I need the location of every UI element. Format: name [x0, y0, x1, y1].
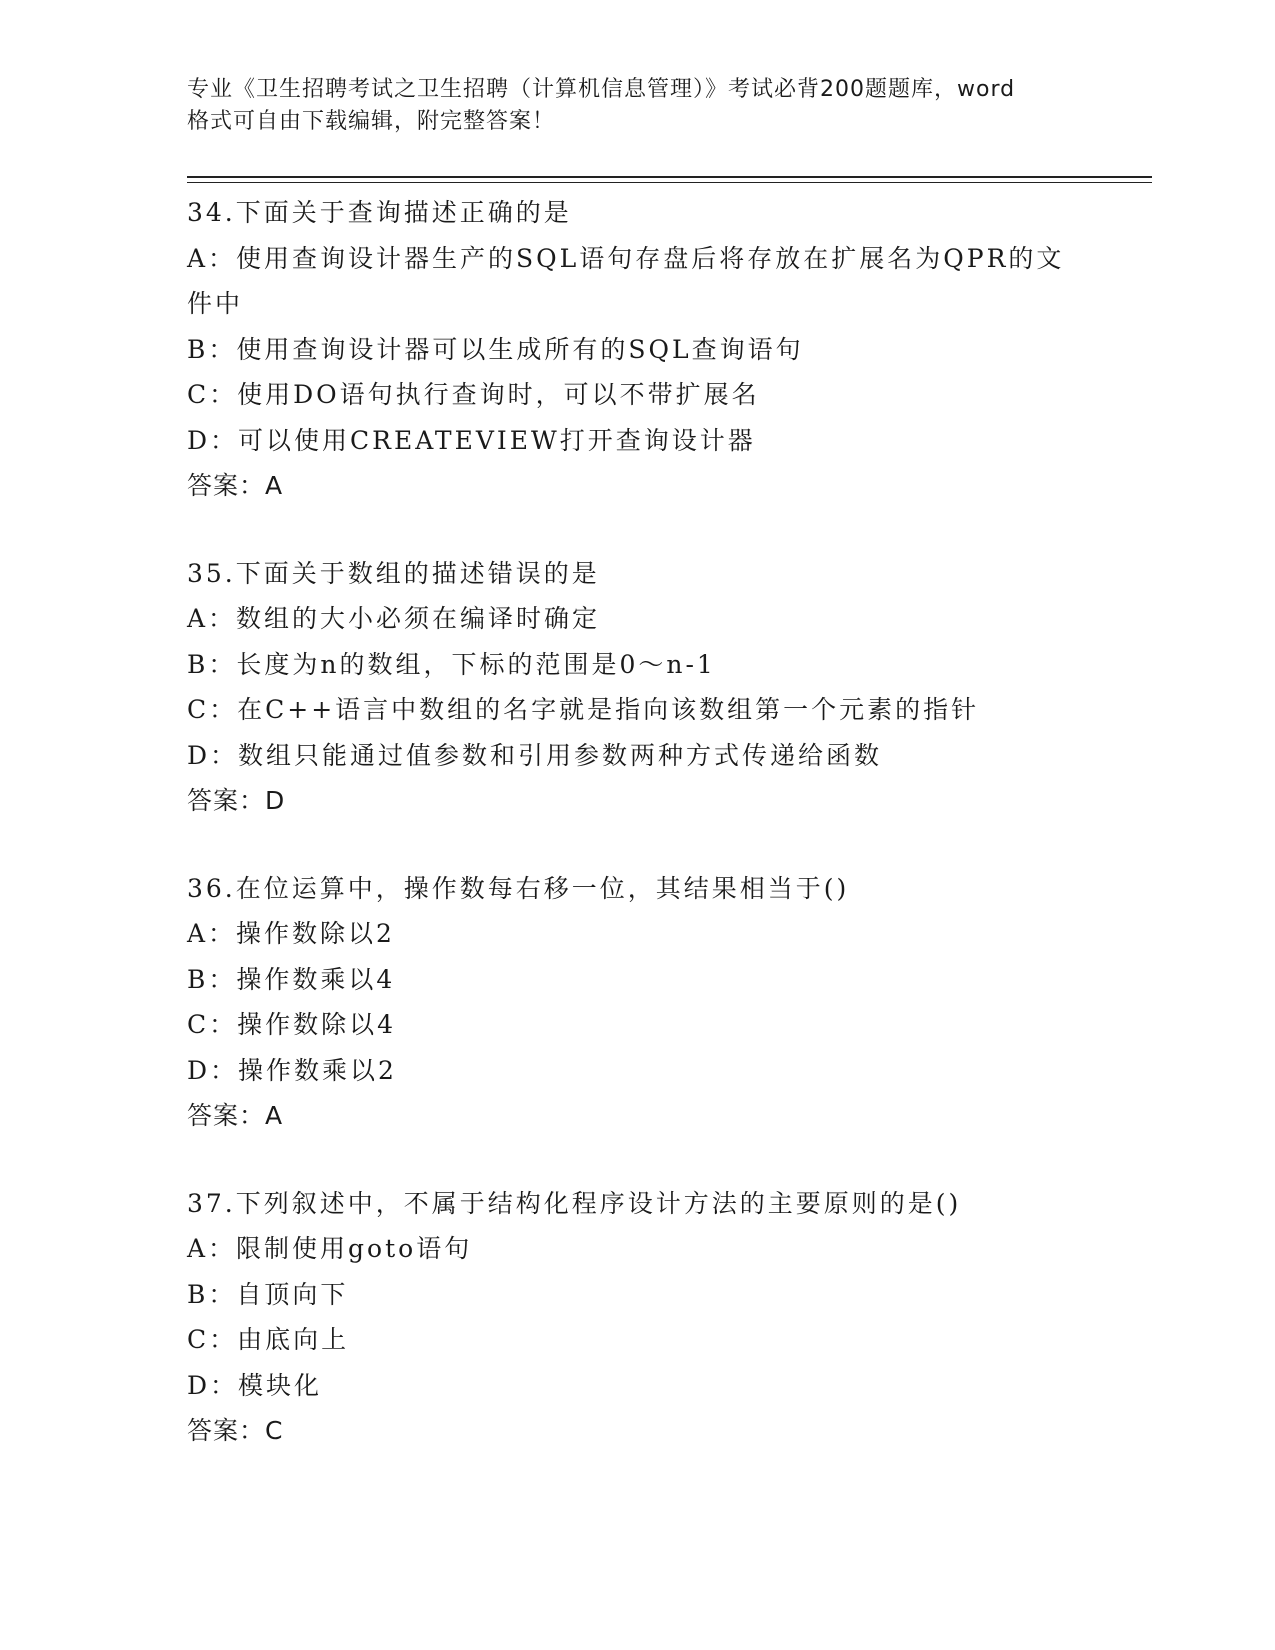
option-b: B：自顶向下 — [187, 1279, 349, 1309]
option-c: C：使用DO语句执行查询时，可以不带扩展名 — [187, 380, 760, 409]
header-divider-thin — [187, 182, 1152, 183]
header-line-1: 专业《卫生招聘考试之卫生招聘（计算机信息管理）》考试必背200题题库，word — [187, 77, 1016, 102]
answer: 答案：A — [187, 1101, 284, 1130]
question-stem: 37.下列叙述中，不属于结构化程序设计方法的主要原则的是() — [187, 1188, 962, 1218]
question-list — [187, 190, 1087, 1496]
option-a: A：数组的大小必须在编译时确定 — [187, 604, 601, 633]
option-b: B：长度为n的数组，下标的范围是0～n-1 — [187, 649, 716, 679]
answer: 答案：C — [187, 1416, 284, 1445]
option-b: B：使用查询设计器可以生成所有的SQL查询语句 — [187, 334, 804, 364]
answer: 答案：A — [187, 471, 284, 500]
option-d: D：数组只能通过值参数和引用参数两种方式传递给函数 — [187, 740, 883, 770]
option-c: C：在C++语言中数组的名字就是指向该数组第一个元素的指针 — [187, 695, 980, 724]
question-37 — [187, 1181, 1087, 1454]
option-a-continued: 件中 — [187, 289, 244, 318]
option-b: B：操作数乘以4 — [187, 964, 396, 994]
question-34 — [187, 190, 1087, 509]
option-a: A：限制使用goto语句 — [187, 1234, 473, 1263]
option-d: D：模块化 — [187, 1370, 323, 1400]
option-a: A：操作数除以2 — [187, 919, 395, 948]
option-c: C：操作数除以4 — [187, 1010, 397, 1039]
question-stem: 35.下面关于数组的描述错误的是 — [187, 558, 600, 588]
question-35 — [187, 551, 1087, 824]
document-header — [187, 74, 1087, 138]
header-divider-thick — [187, 176, 1152, 178]
header-line-2: 格式可自由下载编辑，附完整答案！ — [187, 109, 556, 134]
question-36 — [187, 866, 1087, 1139]
question-stem: 34.下面关于查询描述正确的是 — [187, 198, 572, 227]
question-stem: 36.在位运算中，操作数每右移一位，其结果相当于() — [187, 873, 850, 903]
answer: 答案：D — [187, 786, 286, 815]
option-c: C：由底向上 — [187, 1325, 350, 1354]
option-d: D：操作数乘以2 — [187, 1055, 397, 1085]
option-a: A：使用查询设计器生产的SQL语句存盘后将存放在扩展名为QPR的文 — [187, 243, 1065, 273]
option-d: D：可以使用CREATEVIEW打开查询设计器 — [187, 425, 756, 455]
